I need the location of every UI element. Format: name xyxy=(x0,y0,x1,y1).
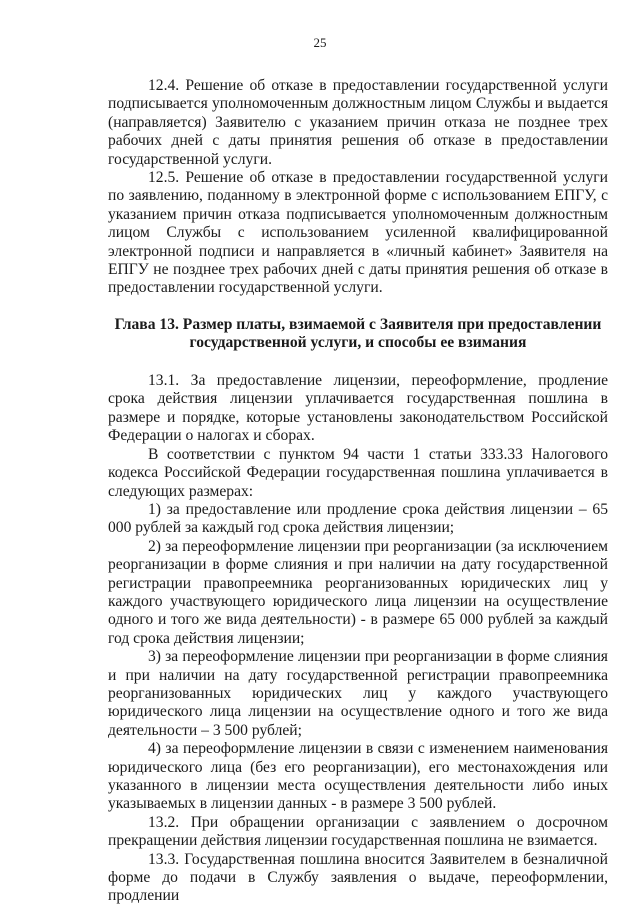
paragraph-13-1: 13.1. За предоставление лицензии, переоформление, продление срока действия лицензии уплачивается государственная пошлина в размере и порядке, которые установлены законодательством Российской Федерации о налогах и сборах. xyxy=(108,372,608,445)
paragraph-13-3: 13.3. Государственная пошлина вносится Заявителем в безналичной форме до подачи в Службу заявления о выдаче, переоформлении, продлении xyxy=(108,850,608,905)
list-item-4: 4) за переоформление лицензии в связи с изменением наименования юридического лица (без его реорганизации), его местонахождения или указанного в лицензии места осуществления деятельности либо иных указываемых в лицензии данных - в размере 3 500 рублей. xyxy=(108,740,608,813)
page-content xyxy=(108,77,608,906)
list-item-3: 3) за переоформление лицензии при реорганизации в форме слияния и при наличии на дату государственной регистрации правопреемника реорганизованных юридических лиц у каждого участвующего юридического лица лицензии на осуществление одного и того же вида деятельности – 3 500 рублей; xyxy=(108,648,608,739)
paragraph-tax-code-reference: В соответствии с пунктом 94 части 1 статьи 333.33 Налогового кодекса Российской Федерации государственная пошлина уплачивается в следующих размерах: xyxy=(108,445,608,500)
chapter-13-heading: Глава 13. Размер платы, взимаемой с Заявителя при предоставлении государственной услуги, и способы ее взимания xyxy=(114,315,602,352)
list-item-1: 1) за предоставление или продление срока действия лицензии – 65 000 рублей за каждый год срока действия лицензии; xyxy=(108,500,608,537)
paragraph-12-5: 12.5. Решение об отказе в предоставлении государственной услуги по заявлению, поданному в электронной форме с использованием ЕПГУ, с указанием причин отказа подписывается уполномоченным должностным лицом Службы с использованием усиленной квалифицированной электронной подписи и направляется в «личный кабинет» Заявителя на ЕПГУ не позднее трех рабочих дней с даты принятия решения об отказе в предоставлении государственной услуги. xyxy=(108,169,608,297)
paragraph-12-4: 12.4. Решение об отказе в предоставлении государственной услуги подписывается уполномоченным должностным лицом Службы и выдается (направляется) Заявителю с указанием причин отказа не позднее трех рабочих дней с даты принятия решения об отказе в предоставлении государственной услуги. xyxy=(108,77,608,168)
page-number: 25 xyxy=(313,35,327,50)
list-item-2: 2) за переоформление лицензии при реорганизации (за исключением реорганизации в форме слияния и при наличии на дату государственной регистрации правопреемника реорганизованных юридических лиц у каждого участвующего юридического лица лицензии на осуществление одного и того же вида деятельности) - в размере 65 000 рублей за каждый год срока действия лицензии; xyxy=(108,537,608,647)
paragraph-13-2: 13.2. При обращении организации с заявлением о досрочном прекращении действия лицензии государственная пошлина не взимается. xyxy=(108,813,608,850)
